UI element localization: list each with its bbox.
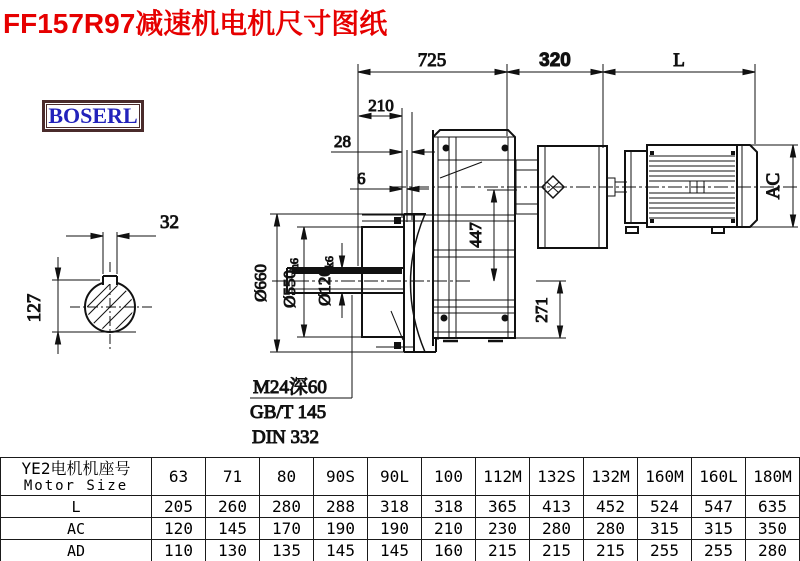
col-header: 132M	[584, 458, 638, 496]
col-header: 80	[260, 458, 314, 496]
motor	[607, 145, 757, 233]
cell: 315	[692, 518, 746, 540]
brand-logo-text: BOSERL	[48, 103, 138, 128]
row-label: L	[1, 496, 152, 518]
cell: 145	[314, 540, 368, 561]
col-header: 71	[206, 458, 260, 496]
dim-271-label: 271	[532, 297, 551, 323]
dim-550-main: Ø550	[280, 270, 299, 308]
motor-size-table	[0, 457, 800, 561]
dimension-210	[359, 96, 402, 218]
cell: 318	[422, 496, 476, 518]
col-header: 112M	[476, 458, 530, 496]
cell: 255	[638, 540, 692, 561]
cell: 280	[260, 496, 314, 518]
cell: 205	[152, 496, 206, 518]
cell: 190	[368, 518, 422, 540]
cell: 635	[746, 496, 800, 518]
header-cn: YE2电机机座号	[21, 458, 131, 478]
col-header: 160L	[692, 458, 746, 496]
cell: 413	[530, 496, 584, 518]
row-label: AD	[1, 540, 152, 561]
tap-note-label: M24深60	[253, 377, 327, 398]
row-label: AC	[1, 518, 152, 540]
cell: 315	[638, 518, 692, 540]
cell: 452	[584, 496, 638, 518]
cell: 547	[692, 496, 746, 518]
dim-6-label: 6	[357, 169, 366, 188]
col-header: 63	[152, 458, 206, 496]
dim-660-label: Ø660	[251, 264, 270, 302]
input-adapter	[515, 146, 607, 248]
dim-120-label	[315, 256, 336, 306]
cell: 280	[584, 518, 638, 540]
dimension-AC	[724, 145, 798, 227]
dim-AC-label: AC	[763, 172, 784, 200]
col-header: 90L	[368, 458, 422, 496]
dim-725-label: 725	[417, 50, 447, 71]
cell: 110	[152, 540, 206, 561]
dim-210-label: 210	[368, 96, 394, 115]
cell: 260	[206, 496, 260, 518]
dim-447-label: 447	[466, 222, 485, 248]
cell: 160	[422, 540, 476, 561]
brand-logo	[42, 100, 144, 132]
dim-320-label: 320	[539, 50, 571, 71]
page-title: FF157R97减速机电机尺寸图纸	[3, 8, 388, 39]
table-row-L	[1, 496, 800, 518]
dim-32-label: 32	[160, 212, 179, 233]
shaft-end-note	[250, 295, 352, 448]
cell: 318	[368, 496, 422, 518]
cell: 130	[206, 540, 260, 561]
cell: 230	[476, 518, 530, 540]
dim-550-label	[280, 258, 301, 308]
cell: 280	[530, 518, 584, 540]
col-header: 180M	[746, 458, 800, 496]
dimension-6	[350, 150, 429, 222]
std-gb-label: GB/T 145	[250, 402, 327, 423]
cell: 120	[152, 518, 206, 540]
dimension-271	[510, 281, 566, 338]
dim-28-label: 28	[334, 132, 351, 151]
table-row-AD	[1, 540, 800, 561]
cell: 288	[314, 496, 368, 518]
col-header: 90S	[314, 458, 368, 496]
shaft-section-detail	[78, 275, 144, 346]
dim-L-label: L	[673, 50, 685, 71]
cell: 365	[476, 496, 530, 518]
table-row-AC	[1, 518, 800, 540]
dimension-key-height	[24, 257, 136, 354]
cell: 215	[584, 540, 638, 561]
cell: 215	[530, 540, 584, 561]
col-header: 160M	[638, 458, 692, 496]
cell: 170	[260, 518, 314, 540]
dim-120-main: Ø120	[315, 268, 334, 306]
dimension-447	[466, 190, 517, 281]
cell: 255	[692, 540, 746, 561]
table-header-motor-size	[1, 458, 152, 496]
dim-550-tol: h6	[287, 258, 301, 271]
cell: 215	[476, 540, 530, 561]
cell: 210	[422, 518, 476, 540]
cell: 145	[206, 518, 260, 540]
dim-127-label: 127	[24, 293, 45, 323]
cell: 190	[314, 518, 368, 540]
cell: 135	[260, 540, 314, 561]
cell: 145	[368, 540, 422, 561]
cell: 280	[746, 540, 800, 561]
table-header-row	[1, 458, 800, 496]
dimension-28	[331, 112, 435, 220]
cell: 524	[638, 496, 692, 518]
dimension-bore-dia	[315, 243, 345, 318]
cell: 350	[746, 518, 800, 540]
std-din-label: DIN 332	[252, 427, 320, 448]
col-header: 100	[422, 458, 476, 496]
header-en: Motor Size	[23, 477, 129, 494]
dim-120-tol: k6	[322, 256, 336, 269]
dimension-key-width	[66, 212, 179, 274]
col-header: 132S	[530, 458, 584, 496]
